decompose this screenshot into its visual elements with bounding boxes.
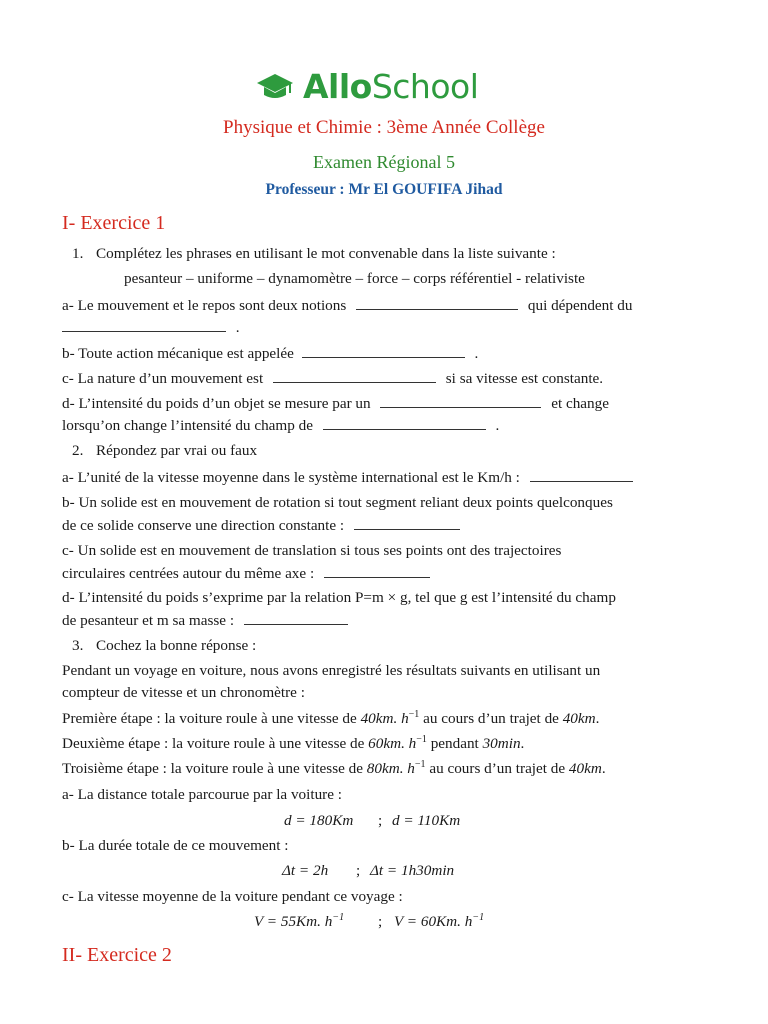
q3-answer-a-1[interactable]: d = 180Km [284,812,354,829]
q3-intro-cont: compteur de vitesse et un chronomètre : [62,684,305,701]
q3-step-3: Troisième étape : la voiture roule à une vitesse de 80km. $h^{-1}$ au cours d’un trajet de 40km. [62,759,606,777]
q3-answer-b-2[interactable]: Δt = 1h30min [370,862,455,879]
q3-separator: ; [356,862,361,879]
q1-number: 1. [72,245,84,262]
blank-field[interactable] [302,344,465,358]
q3-step-2: Deuxième étape : la voiture roule à une vitesse de 60km. $h^{-1}$ pendant 30min. [62,734,525,752]
blank-field[interactable] [62,318,226,332]
q1-word-list: pesanteur – uniforme – dynamomètre – force – corps référentiel - relativiste [124,270,585,287]
alloschool-logo [255,64,478,108]
q2-line-a: a- L’unité de la vitesse moyenne dans le système international est le Km/h : [62,468,633,487]
exam-title: Examen Régional 5 [313,152,455,172]
q2-line-d-cont: de pesanteur et m sa masse : [62,611,348,630]
q2-number: 2. [72,442,84,459]
blank-field[interactable] [354,516,460,530]
q3-step-1: Première étape : la voiture roule à une vitesse de 40km. $h^{-1}$ au cours d’un trajet de 40km. [62,709,600,727]
q1-prompt: Complétez les phrases en utilisant le mot convenable dans la liste suivante : [96,245,556,262]
q2-line-c: c- Un solide est en mouvement de translation si tous ses points ont des trajectoires [62,542,562,559]
q3-question-a: a- La distance totale parcourue par la voiture : [62,786,342,803]
blank-field[interactable] [273,369,436,383]
blank-field[interactable] [324,564,430,578]
brand-name: AlloSchool [303,66,479,106]
q3-prompt: Cochez la bonne réponse : [96,637,257,654]
q3-separator: ; [378,913,383,930]
q2-line-b-cont: de ce solide conserve une direction constante : [62,516,460,535]
blank-field[interactable] [323,416,486,430]
section-2-title: II- Exercice 2 [62,944,172,966]
q1-line-b: b- Toute action mécanique est appelée . [62,345,479,362]
q3-intro: Pendant un voyage en voiture, nous avons enregistré les résultats suivants en utilisant un [62,662,601,679]
q3-number: 3. [72,637,84,654]
q1-line-d: d- L’intensité du poids d’un objet se mesure par un et change [62,395,609,412]
q1-line-d-cont: lorsqu’on change l’intensité du champ de . [62,417,500,434]
q3-question-b: b- La durée totale de ce mouvement : [62,837,289,854]
q2-line-b: b- Un solide est en mouvement de rotation si tout segment reliant deux points quelconques [62,494,613,511]
teacher-name: Professeur : Mr El GOUFIFA Jihad [265,181,503,198]
blank-field[interactable] [244,611,348,625]
subject-title: Physique et Chimie : 3ème Année Collège [223,117,545,138]
graduation-cap-icon [255,66,295,106]
blank-field[interactable] [380,394,541,408]
q3-answer-c-2[interactable]: V = 60Km. $h^{-1}$ [394,912,485,930]
section-1-title: I- Exercice 1 [62,212,166,234]
q2-line-d: d- L’intensité du poids s’exprime par la relation P=m × g, tel que g est l’intensité du champ [62,589,616,606]
blank-field[interactable] [356,296,518,310]
q1-line-c: c- La nature d’un mouvement est si sa vitesse est constante. [62,370,604,387]
q2-prompt: Répondez par vrai ou faux [96,442,258,459]
q3-separator: ; [378,812,383,829]
q1-line-a: a- Le mouvement et le repos sont deux notions qui dépendent du [62,297,633,314]
q3-answer-b-1[interactable]: Δt = 2h [282,862,329,879]
blank-field[interactable] [530,468,633,482]
q2-line-c-cont: circulaires centrées autour du même axe : [62,564,430,583]
q3-answer-c-1[interactable]: V = 55Km. $h^{-1}$ [254,912,345,930]
q1-line-a-cont: . [62,318,240,337]
q3-answer-a-2[interactable]: d = 110Km [392,812,461,829]
q3-question-c: c- La vitesse moyenne de la voiture pendant ce voyage : [62,888,403,905]
